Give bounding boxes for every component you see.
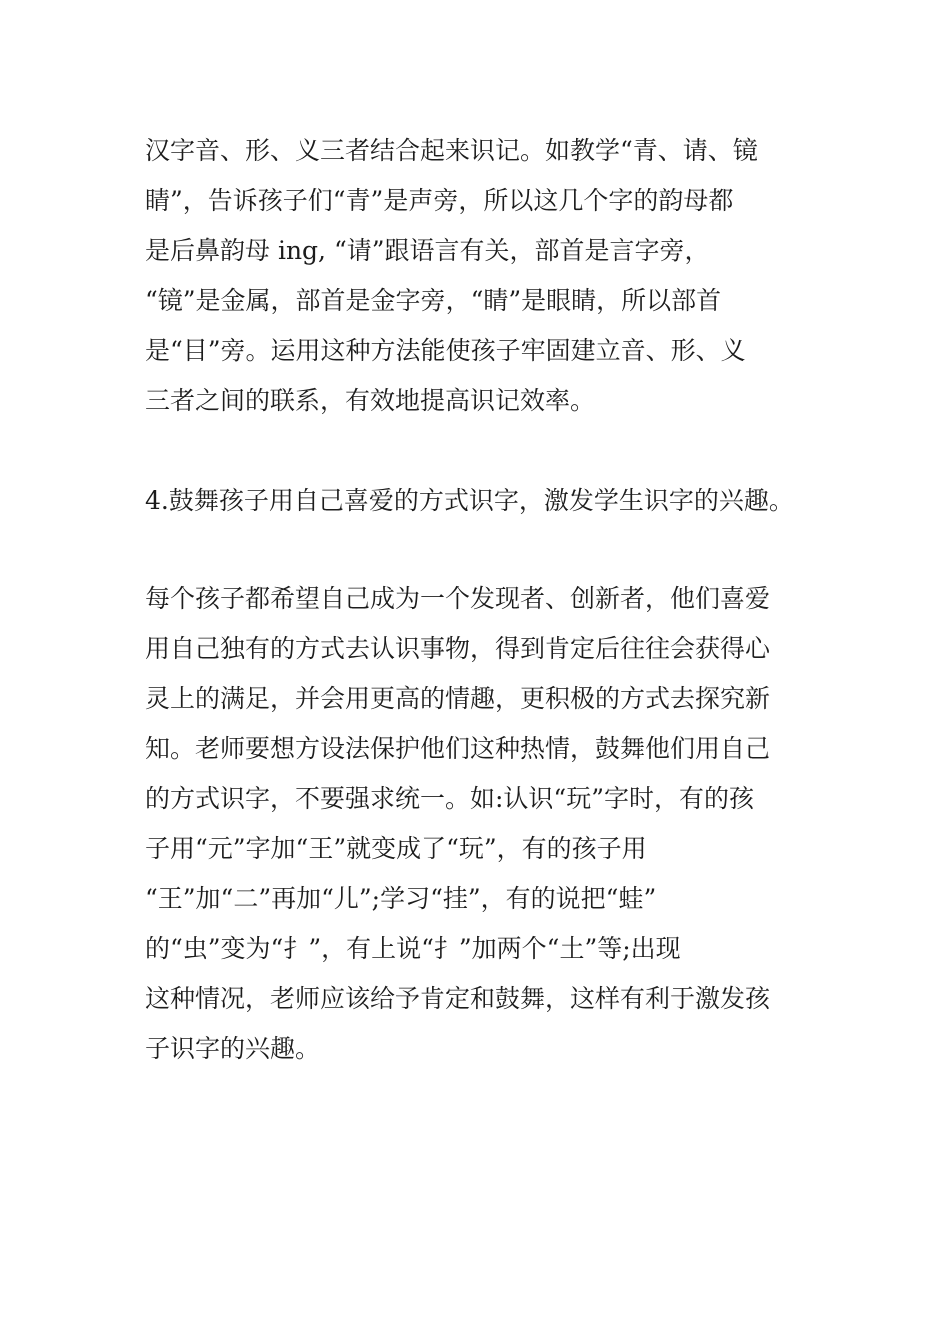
paragraph-line: 每个孩子都希望自己成为一个发现者、创新者，他们喜爱 bbox=[145, 584, 771, 613]
paragraph-line: 子用“元”字加“王”就变成了“玩”，有的孩子用 bbox=[145, 834, 647, 863]
paragraph-line: 灵上的满足，并会用更高的情趣，更积极的方式去探究新 bbox=[145, 684, 771, 713]
paragraph-line: 睛”，告诉孩子们“青”是声旁，所以这几个字的韵母都 bbox=[145, 186, 734, 215]
paragraph-line: 是后鼻韵母 ing, “请”跟语言有关，部首是言字旁， bbox=[145, 236, 710, 265]
section-heading: 4.鼓舞孩子用自己喜爱的方式识字，激发学生识字的兴趣。 bbox=[145, 486, 794, 515]
paragraph-line: 汉字音、形、义三者结合起来识记。如教学“青、请、镜 bbox=[145, 136, 758, 165]
paragraph-line: 知。老师要想方设法保护他们这种热情，鼓舞他们用自己 bbox=[145, 734, 771, 763]
paragraph-line: 的“虫”变为“扌”，有上说“扌”加两个“土”等;出现 bbox=[145, 934, 681, 963]
paragraph-line: 三者之间的联系，有效地提高识记效率。 bbox=[145, 386, 596, 415]
paragraph-line: 是“目”旁。运用这种方法能使孩子牢固建立音、形、义 bbox=[145, 336, 746, 365]
paragraph-line: 用自己独有的方式去认识事物，得到肯定后往往会获得心 bbox=[145, 634, 771, 663]
paragraph-line: “镜”是金属，部首是金字旁，“睛”是眼睛，所以部首 bbox=[145, 286, 722, 315]
paragraph-line: “王”加“二”再加“儿”;学习“挂”，有的说把“蛙” bbox=[145, 884, 657, 913]
paragraph-line: 子识字的兴趣。 bbox=[145, 1034, 321, 1063]
paragraph-line: 这种情况，老师应该给予肯定和鼓舞，这样有利于激发孩 bbox=[145, 984, 771, 1013]
paragraph-line: 的方式识字，不要强求统一。如:认识“玩”字时，有的孩 bbox=[145, 784, 754, 813]
